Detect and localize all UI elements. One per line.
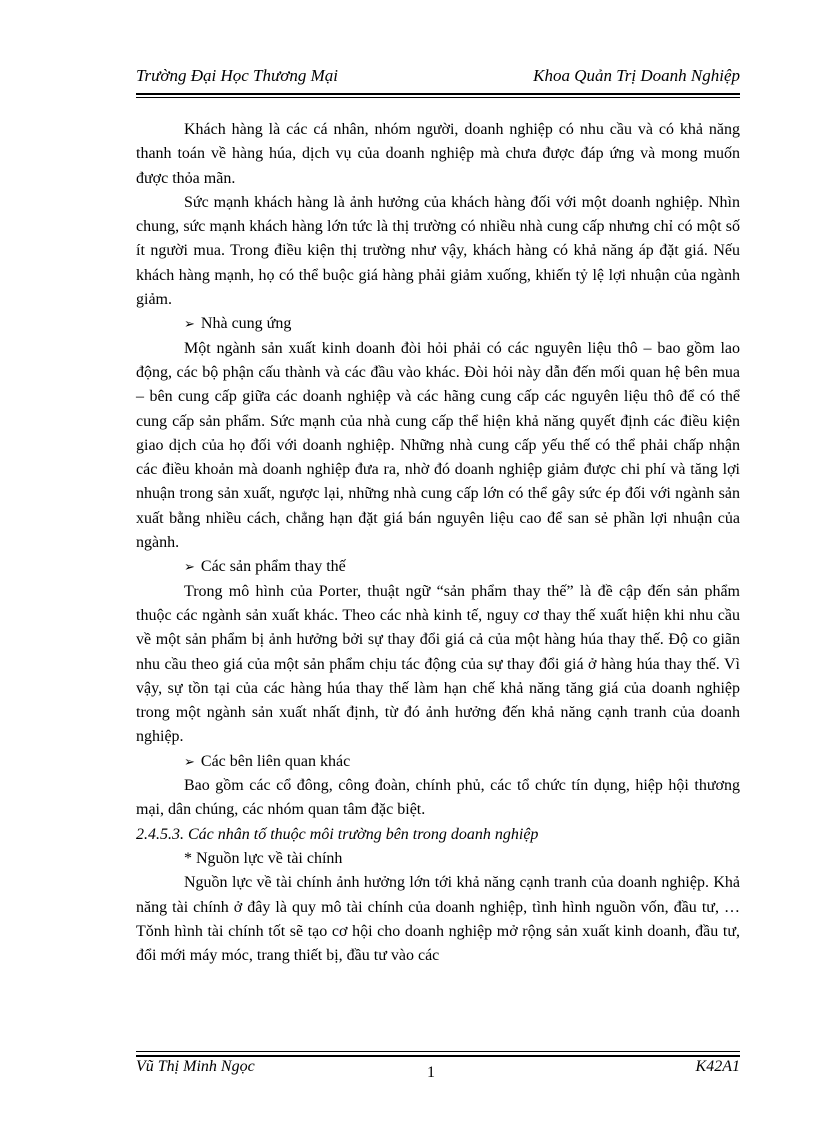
footer-rule	[136, 1055, 740, 1057]
paragraph-stakeholders: Bao gồm các cổ đông, công đoàn, chính phủ, các tổ chức tín dụng, hiệp hội thương mại, dân chúng, các nhóm quan tâm đặc biệt.	[136, 777, 740, 819]
paragraph-substitutes: Trong mô hình của Porter, thuật ngữ “sản phẩm thay thế” là đề cập đến sản phẩm thuộc các ngành sản xuất khác. Theo các nhà kinh tế, nguy cơ thay thế xuất hiện khi nhu cầu về một sản phẩm bị ảnh hưởng bởi sự thay đổi giá cả của một hàng húa thay thế. Độ co giãn nhu cầu theo giá của một sản phẩm chịu tác động của sự thay đổi giá ở hàng húa thay thế. Vì vậy, sự tồn tại của các hàng húa thay thế làm hạn chế khả năng tăng giá của doanh nghiệp trong một ngành sản xuất nhất định, từ đó ảnh hưởng đến khả năng cạnh tranh của doanh nghiệp.	[136, 582, 740, 746]
section-heading: 2.4.5.3. Các nhân tố thuộc môi trường bên trong doanh nghiệp	[136, 825, 539, 843]
header-rule	[136, 93, 740, 95]
bullet-stakeholders	[136, 750, 740, 774]
header-faculty: Khoa Quản Trị Doanh Nghiệp	[533, 66, 740, 85]
arrow-bullet-icon: ➢	[184, 559, 195, 575]
paragraph-suppliers: Một ngành sản xuất kinh doanh đòi hỏi phải có các nguyên liệu thô – bao gồm lao động, các bộ phận cấu thành và các đầu vào khác. Đòi hỏi này dẫn đến mối quan hệ bên mua – bên cung cấp giữa các doanh nghiệp và các hãng cung cấp các nguyên liệu thô để có thể cung cấp sản phẩm. Sức mạnh của nhà cung cấp thể hiện khả năng quyết định các điều kiện giao dịch của họ đối với doanh nghiệp. Những nhà cung cấp yếu thế có thể phải chấp nhận các điều khoản mà doanh nghiệp đưa ra, nhờ đó doanh nghiệp giảm được chi phí và tăng lợi nhuận trong sản xuất, ngược lại, những nhà cung cấp lớn có thể gây sức ép đối với ngành sản xuất bằng nhiều cách, chẳng hạn đặt giá bán nguyên liệu cao để san sẻ phần lợi nhuận của ngành.	[136, 339, 740, 552]
document-body	[136, 118, 740, 968]
page-footer	[136, 1058, 740, 1082]
footer-author: Vũ Thị Minh Ngọc	[136, 1058, 255, 1075]
paragraph-customers-definition: Khách hàng là các cá nhân, nhóm người, doanh nghiệp có nhu cầu và có khả năng thanh toán về hàng húa, dịch vụ của doanh nghiệp mà chưa được đáp ứng và mong muốn được thỏa mãn.	[136, 121, 740, 187]
footer-class: K42A1	[695, 1058, 740, 1075]
header-school: Trường Đại Học Thương Mại	[136, 66, 338, 85]
bullet-suppliers	[136, 312, 740, 336]
bullet-label: Nhà cung ứng	[200, 315, 292, 333]
footer-rule-thin	[136, 1051, 740, 1052]
arrow-bullet-icon: ➢	[184, 753, 195, 769]
page-header	[136, 66, 740, 88]
bullet-label: Các sản phẩm thay thế	[200, 558, 346, 576]
paragraph-finance: Nguồn lực về tài chính ảnh hưởng lớn tới khả năng cạnh tranh của doanh nghiệp. Khả năng tài chính ở đây là quy mô tài chính của doanh nghiệp, tình hình nguồn vốn, đầu tư, …Tǒnh hình tài chính tốt sẽ tạo cơ hội cho doanh nghiệp mở rộng sản xuất kinh doanh, đầu tư, đổi mới máy móc, trang thiết bị, đầu tư vào các	[136, 874, 740, 965]
page-number: 1	[427, 1064, 435, 1081]
bullet-substitutes	[136, 555, 740, 579]
arrow-bullet-icon: ➢	[184, 316, 195, 332]
header-rule-thin	[136, 97, 740, 98]
bullet-label: Các bên liên quan khác	[200, 752, 351, 770]
paragraph-customer-power: Sức mạnh khách hàng là ảnh hưởng của khách hàng đối với một doanh nghiệp. Nhìn chung, sức mạnh khách hàng lớn tức là thị trường có nhiều nhà cung cấp nhưng chỉ có một số ít người mua. Trong điều kiện thị trường như vậy, khách hàng có khả năng áp đặt giá. Nếu khách hàng mạnh, họ có thể buộc giá hàng phải giảm xuống, khiến tỷ lệ lợi nhuận của ngành giảm.	[136, 193, 740, 309]
subheading-finance: * Nguồn lực về tài chính	[184, 849, 343, 867]
